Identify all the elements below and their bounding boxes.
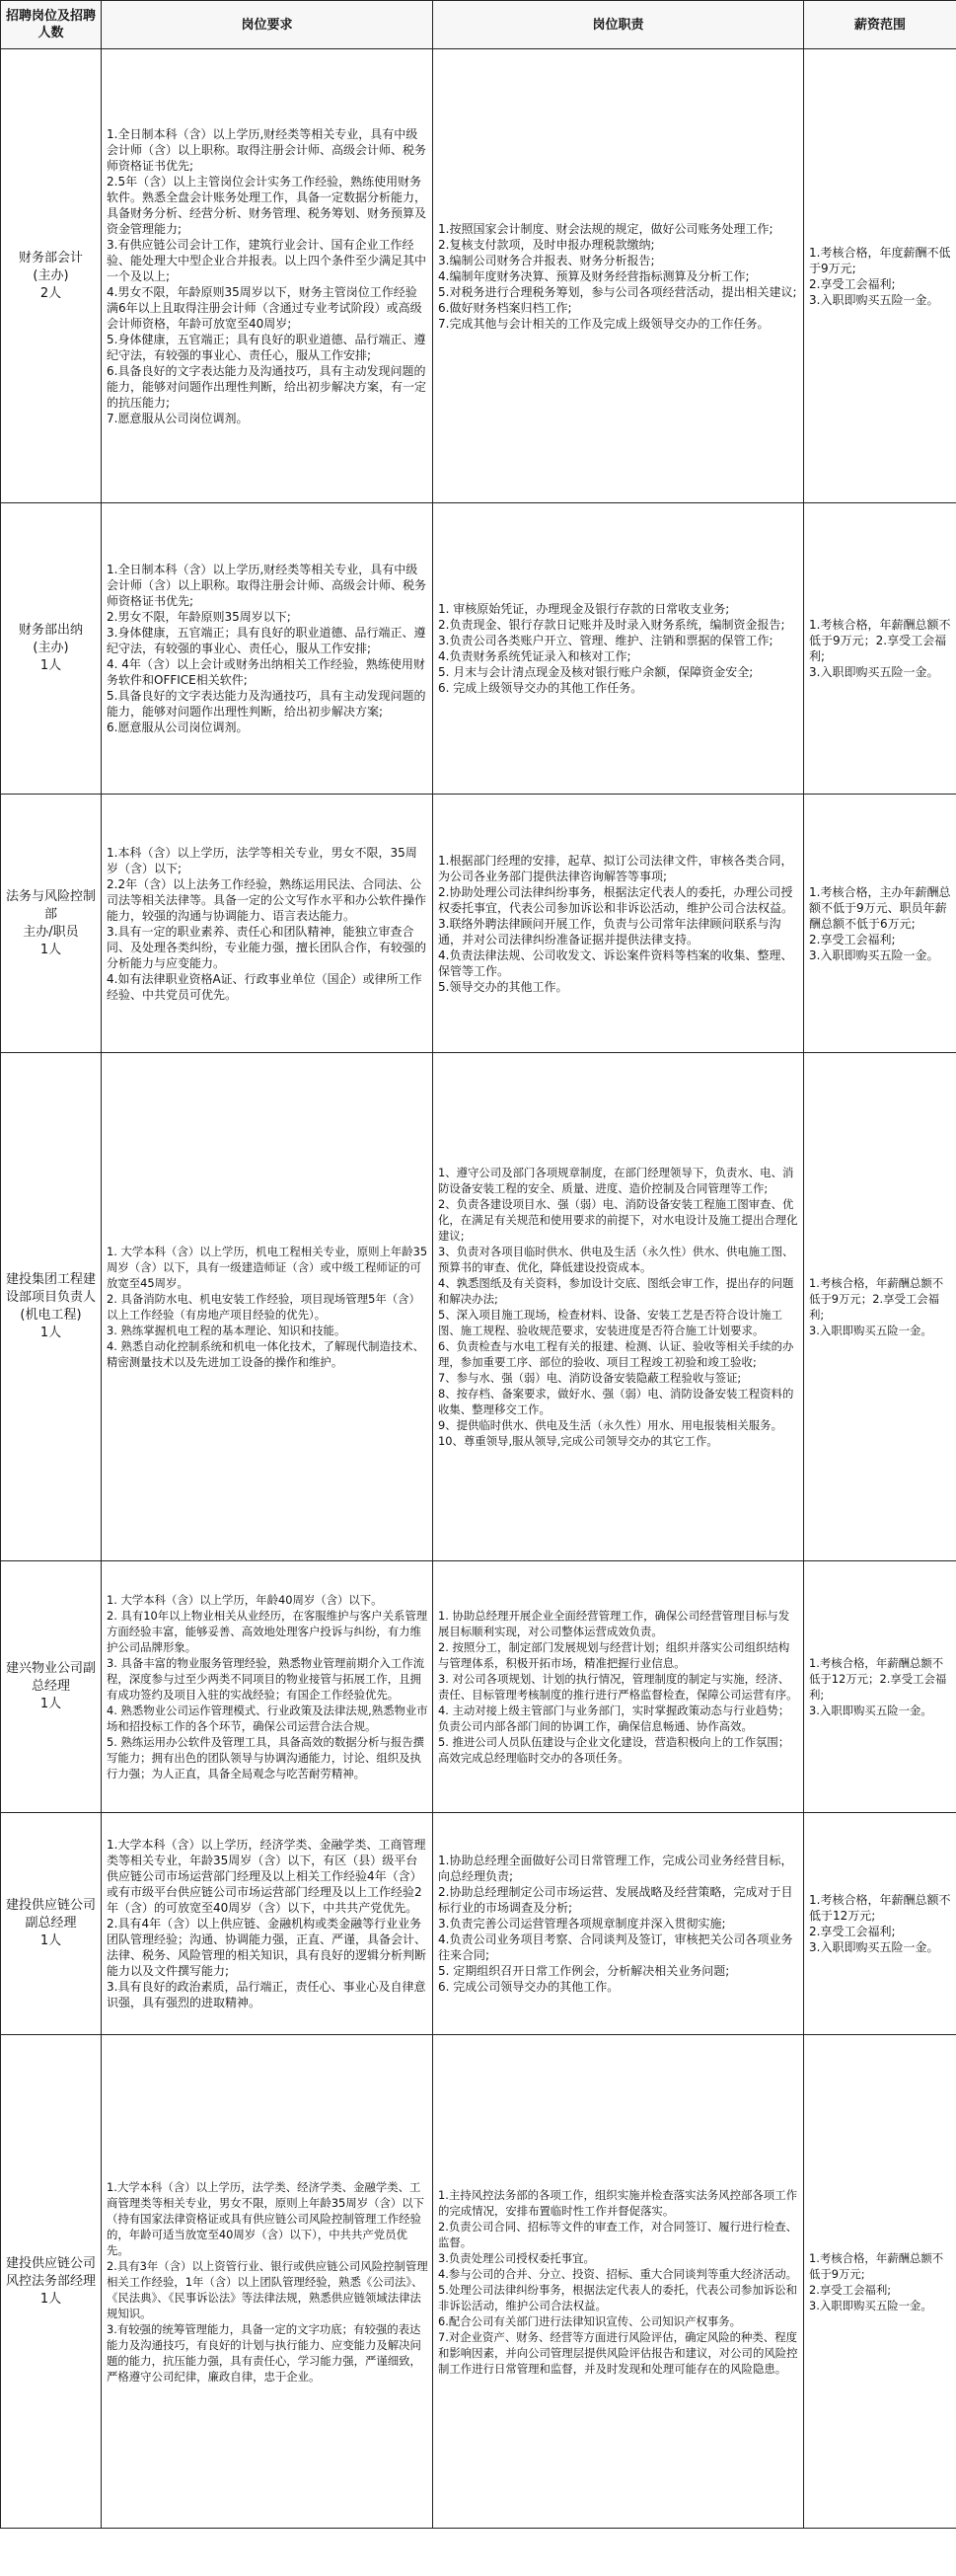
duties-cell [433, 1813, 804, 2035]
position-cell-line: 副总经理 [25, 1916, 77, 1931]
salary-cell-line: 1.考核合格，年薪酬总额不低于9万元; [809, 2250, 944, 2281]
header-salary: 薪资范围 [804, 1, 956, 49]
duties-cell-line: 2.负责公司合同、招标等文件的审查工作，对合同签订、履行进行检查、监督。 [438, 2219, 797, 2249]
position-cell-line: (主办) [33, 267, 69, 283]
requirements-cell-line: 4. 熟悉物业公司运作管理模式、行业政策及法律法规,熟悉物业市场和招投标工作的各个环节，确保公司运营合法合规。 [107, 1704, 428, 1733]
requirements-cell-line: 1. 大学本科（含）以上学历，年龄40周岁（含）以下。 [107, 1593, 383, 1607]
duties-cell-line: 4.编制年度财务决算、预算及财务经营指标测算及分析工作; [438, 268, 750, 283]
requirements-cell [102, 1561, 433, 1813]
position-cell-line: 1人 [39, 2291, 62, 2307]
table-row [1, 1813, 956, 2035]
position-cell-line: 1人 [39, 942, 62, 957]
requirements-cell-line: 4. 4年（含）以上会计或财务出纳相关工作经验，熟练使用财务软件和OFFICE相关软件; [107, 657, 425, 687]
duties-cell-line: 10、尊重领导,服从领导,完成公司领导交办的其它工作。 [438, 1434, 718, 1448]
duties-cell-line: 4.负责财务系统凭证录入和核对工作; [438, 649, 631, 663]
requirements-cell [102, 1813, 433, 2035]
duties-cell [433, 795, 804, 1053]
duties-cell-line: 6. 完成公司领导交办的其他工作。 [438, 1980, 620, 1994]
salary-cell [804, 1813, 956, 2035]
salary-cell-line: 1.考核合格，年薪酬总额不低于9万元；2.享受工会福利; [809, 1276, 944, 1322]
duties-cell-line: 3.负责公司各类账户开立、管理、维护、注销和票据的保管工作; [438, 634, 773, 647]
requirements-cell-line: 1.大学本科（含）以上学历，经济学类、金融学类、工商管理类等相关专业，年龄35周岁（含）以下，有区（县）级平台供应链公司市场运营部门经理及以上相关工作经验4年（含）或有市级平台供应链公司市场运营部门经理及以上工作经验2年（含）的可放宽至40周岁（含）以下，中共共产党优先。 [107, 1838, 426, 1915]
requirements-cell [102, 795, 433, 1053]
requirements-cell-line: 1.本科（含）以上学历，法学等相关专业，男女不限，35周岁（含）以下; [107, 845, 417, 875]
table-row [1, 1053, 956, 1561]
table-header-row [1, 1, 956, 49]
position-cell-line: 建投供应链公司 [5, 1898, 96, 1913]
requirements-cell-line: 3.具有良好的政治素质，品行端正，责任心、事业心及自律意识强，具有强烈的进取精神。 [107, 1980, 426, 2009]
header-requirements: 岗位要求 [102, 1, 433, 49]
salary-cell-line: 3.入职即购买五险一金。 [809, 947, 939, 962]
duties-cell-line: 5. 定期组织召开日常工作例会，分析解决相关业务问题; [438, 1964, 730, 1978]
duties-cell-line: 2、负责各建设项目水、强（弱）电、消防设备安装工程施工图审查、优化，在满足有关规范和使用要求的前提下，对水电设计及施工提出合理化建议; [438, 1197, 798, 1243]
position-cell [1, 2035, 102, 2529]
duties-cell-line: 4. 主动对接上级主管部门与业务部门，实时掌握政策动态与行业趋势；负责公司内部各部门间的协调工作，确保信息畅通、协作高效。 [438, 1704, 790, 1733]
header-position: 招聘岗位及招聘人数 [1, 1, 102, 49]
duties-cell-line: 6. 完成上级领导交办的其他工作任务。 [438, 681, 643, 695]
position-cell-line: 1人 [39, 658, 62, 673]
duties-cell-line: 7.对企业资产、财务、经营等方面进行风险评估，确定风险的种类、程度和影响因素，并向公司管理层提供风险评估报告和建议，对公司的风险控制工作进行日常管理和监督，并及时发现和处理可能存在的风险隐患。 [438, 2329, 798, 2376]
duties-cell-line: 6.做好财务档案归档工作; [438, 300, 572, 315]
salary-cell-line: 2.享受工会福利; [809, 1925, 896, 1938]
requirements-cell-line: 2.5年（含）以上主管岗位会计实务工作经验，熟练使用财务软件。熟悉全盘会计账务处理工作，具备一定数据分析能力，具备财务分析、经营分析、财务管理、税务筹划、财务预算及资金管理能力; [107, 174, 427, 236]
duties-cell-line: 2. 按照分工，制定部门发展规划与经营计划；组织并落实公司组织结构与管理体系，积极开拓市场，精准把握行业信息。 [438, 1640, 790, 1670]
duties-cell-line: 3.负责处理公司授权委托事宜。 [438, 2250, 595, 2265]
salary-cell [804, 49, 956, 503]
table-row [1, 795, 956, 1053]
salary-cell-line: 1.考核合格，年薪酬总额不低于12万元; [809, 1893, 951, 1923]
requirements-cell-line: 4. 熟悉自动化控制系统和机电一体化技术，了解现代制造技术、精密测量技术以及先进加工设备的操作和维护。 [107, 1339, 425, 1369]
duties-cell-line: 1、遵守公司及部门各项规章制度，在部门经理领导下，负责水、电、消防设备安装工程的安全、质量、进度、造价控制及合同管理等工作; [438, 1166, 794, 1195]
salary-cell-line: 3.入职即购买五险一金。 [809, 1324, 932, 1337]
position-cell-line: 建投集团工程建设部项目负责人 [5, 1272, 96, 1305]
duties-cell-line: 4.负责公司业务项目考察、合同谈判及签订，审核把关公司各项业务往来合同; [438, 1932, 793, 1962]
position-cell [1, 795, 102, 1053]
duties-cell-line: 2.协助处理公司法律纠纷事务，根据法定代表人的委托，办理公司授权委托事宜，代表公司参加诉讼和非诉讼活动，维护公司合法权益。 [438, 884, 794, 915]
header-duties: 岗位职责 [433, 1, 804, 49]
position-cell-line: 建投供应链公司风控法务部经理 [5, 2255, 96, 2289]
salary-cell [804, 1561, 956, 1813]
table-row [1, 1561, 956, 1813]
position-cell-line: 财务部出纳 [18, 623, 83, 638]
position-cell-line: 1人 [39, 1933, 62, 1948]
position-cell-line: 2人 [39, 285, 62, 301]
position-cell-line: 主办/职员 [23, 924, 79, 940]
duties-cell-line: 2.复核支付款项，及时申报办理税款缴纳; [438, 237, 655, 252]
salary-cell-line: 2.享受工会福利; [809, 276, 896, 291]
requirements-cell-line: 7.愿意服从公司岗位调剂。 [107, 411, 249, 425]
requirements-cell-line: 4.男女不限，年龄原则35周岁以下，财务主管岗位工作经验满6年以上且取得注册会计师（含通过专业考试阶段）或高级会计师资格，年龄可放宽至40周岁; [107, 284, 422, 331]
duties-cell-line: 4.参与公司的合并、分立、投资、招标、重大合同谈判等重大经济活动。 [438, 2266, 797, 2281]
position-cell [1, 1561, 102, 1813]
duties-cell-line: 5.处理公司法律纠纷事务，根据法定代表人的委托，代表公司参加诉讼和非诉讼活动，维护公司合法权益。 [438, 2282, 797, 2312]
duties-cell [433, 503, 804, 795]
requirements-cell [102, 2035, 433, 2529]
position-cell-line: 建兴物业公司副总经理 [5, 1661, 96, 1694]
duties-cell [433, 1053, 804, 1561]
duties-cell-line: 3.编制公司财务合并报表、财务分析报告; [438, 253, 655, 267]
requirements-cell-line: 6.具备良好的文字表达能力及沟通技巧，具有主动发现问题的能力，能够对问题作出理性判断，给出初步解决方案，有一定的抗压能力; [107, 363, 427, 410]
position-cell-line: 法务与风险控制部 [5, 888, 96, 922]
requirements-cell-line: 3.有供应链公司会计工作，建筑行业会计、国有企业工作经验、能处理大中型企业合并报表。以上四个条件至少满足其中一个及以上; [107, 237, 427, 283]
duties-cell-line: 4.负责法律法规、公司收发文、诉讼案件资料等档案的收集、整理、保管等工作。 [438, 947, 793, 978]
duties-cell-line: 3.联络外聘法律顾问开展工作，负责与公司常年法律顾问联系与沟通，并对公司法律纠纷准备证据并提供法律支持。 [438, 916, 781, 947]
position-cell-line: 财务部会计 [18, 250, 83, 265]
duties-cell-line: 1.根据部门经理的安排，起草、拟订公司法律文件，审核各类合同，为公司各业务部门提供法律咨询解答等事项; [438, 853, 793, 883]
requirements-cell-line: 1.全日制本科（含）以上学历,财经类等相关专业，具有中级会计师（含）以上职称。取得注册会计师、高级会计师、税务师资格证书优先; [107, 563, 427, 608]
duties-cell-line: 5、深入项目施工现场，检查材料、设备、安装工艺是否符合设计施工图、施工规程、验收规范要求，安装进度是否符合施工计划要求。 [438, 1308, 782, 1337]
table-row [1, 503, 956, 795]
duties-cell-line: 5. 月末与会计清点现金及核对银行账户余额，保障资金安全; [438, 665, 754, 679]
salary-cell-line: 3.入职即购买五险一金。 [809, 665, 939, 679]
requirements-cell-line: 4.如有法律职业资格A证、行政事业单位（国企）或律所工作经验、中共党员可优先。 [107, 971, 422, 1002]
duties-cell-line: 7.完成其他与会计相关的工作及完成上级领导交办的工作任务。 [438, 316, 770, 331]
requirements-cell-line: 1.全日制本科（含）以上学历,财经类等相关专业，具有中级会计师（含）以上职称。取得注册会计师、高级会计师、税务师资格证书优先; [107, 126, 427, 173]
table-body [1, 49, 956, 2529]
duties-cell-line: 7、参与水、强（弱）电、消防设备安装隐蔽工程验收与签证; [438, 1371, 742, 1385]
duties-cell-line: 5.领导交办的其他工作。 [438, 979, 568, 994]
requirements-cell-line: 5.具备良好的文字表达能力及沟通技巧，具有主动发现问题的能力，能够对问题作出理性判断，给出初步解决方案; [107, 689, 426, 719]
duties-cell-line: 8、按存档、备案要求，做好水、强（弱）电、消防设备安装工程资料的收集、整理移交工作。 [438, 1387, 794, 1416]
position-cell-line: 1人 [39, 1697, 62, 1711]
requirements-cell [102, 1053, 433, 1561]
requirements-cell [102, 49, 433, 503]
requirements-cell-line: 1.大学本科（含）以上学历，法学类、经济学类、金融学类、工商管理类等相关专业，男女不限，原则上年龄35周岁（含）以下（持有国家法律资格证或具有供应链公司风险控制管理工作经验的，年龄可适当放宽至40周岁（含）以下），中共共产党员优先。 [107, 2179, 425, 2257]
position-cell [1, 49, 102, 503]
duties-cell-line: 3.负责完善公司运营管理各项规章制度并深入贯彻实施; [438, 1917, 726, 1931]
duties-cell-line: 1.主持风控法务部的各项工作，组织实施并检查落实法务风控部各项工作的完成情况，安排布置临时性工作并督促落实。 [438, 2187, 797, 2218]
duties-cell [433, 49, 804, 503]
requirements-cell-line: 5.身体健康，五官端正；具有良好的职业道德、品行端正、遵纪守法，有较强的事业心、责任心，服从工作安排; [107, 332, 426, 362]
requirements-cell-line: 3.有较强的统筹管理能力，具备一定的文字功底；有较强的表达能力及沟通技巧，有良好的计划与执行能力、应变能力及解决问题的能力，抗压能力强，具有责任心，学习能力强，严谨细致，严格遵守公司纪律，廉政自律，忠于企业。 [107, 2321, 421, 2384]
salary-cell-line: 1.考核合格，年度薪酬不低于9万元; [809, 245, 951, 275]
requirements-cell-line: 6.愿意服从公司岗位调剂。 [107, 720, 249, 734]
position-cell-line: (机电工程) [20, 1308, 82, 1323]
salary-cell-line: 1.考核合格，主办年薪酬总额不低于9万元、职员年薪酬总额不低于6万元; [809, 884, 951, 931]
requirements-cell-line: 3. 具备丰富的物业服务管理经验，熟悉物业管理前期介入工作流程，深度参与过至少两类不同项目的物业接管与拓展工作，且拥有成功签约及项目入驻的实战经验；有国企工作经验优先。 [107, 1656, 425, 1702]
salary-cell-line: 2.享受工会福利; [809, 932, 896, 947]
requirements-cell-line: 2.具有3年（含）以上资管行业、银行或供应链公司风险控制管理相关工作经验，1年（含）以上团队管理经验，熟悉《公司法》、《民法典》、《民事诉讼法》等法律法规，熟悉供应链领域法律法规知识。 [107, 2258, 428, 2320]
salary-cell [804, 1053, 956, 1561]
salary-cell-line: 3.入职即购买五险一金。 [809, 1704, 932, 1717]
duties-cell-line: 3、负责对各项目临时供水、供电及生活（永久性）供水、供电施工图、预算书的审查、优化，降低建设投资成本。 [438, 1245, 794, 1274]
salary-cell-line: 2.享受工会福利; [809, 2282, 892, 2297]
table-row [1, 2035, 956, 2529]
duties-cell-line: 1. 协助总经理开展企业全面经营管理工作，确保公司经营管理目标与发展目标顺利实现，对公司整体运营成效负责。 [438, 1609, 790, 1638]
position-cell-line: (主办) [33, 641, 69, 655]
requirements-cell-line: 2.男女不限，年龄原则35周岁以下; [107, 610, 291, 624]
duties-cell-line: 5.对税务进行合理税务筹划，参与公司各项经营活动，提出相关建议; [438, 284, 797, 299]
duties-cell-line: 9、提供临时供水、供电及生活（永久性）用水、用电报装相关服务。 [438, 1418, 782, 1432]
salary-cell [804, 795, 956, 1053]
duties-cell-line: 3. 对公司各项规划、计划的执行情况，管理制度的制定与实施，经济、责任、目标管理考核制度的推行进行严格监督检查，保障公司运营有序。 [438, 1672, 798, 1702]
duties-cell-line: 1.按照国家会计制度、财会法规的规定，做好公司账务处理工作; [438, 221, 773, 236]
requirements-cell-line: 2.2年（含）以上法务工作经验，熟练运用民法、合同法、公司法等相关法律等。具备一定的公文写作水平和办公软件操作能力，较强的沟通与协调能力、语言表达能力。 [107, 876, 427, 923]
salary-cell-line: 1.考核合格，年薪酬总额不低于12万元；2.享受工会福利; [809, 1656, 947, 1702]
requirements-cell-line: 1. 大学本科（含）以上学历，机电工程相关专业，原则上年龄35周岁（含）以下，具有一级建造师证（含）或中级工程师证的可放宽至45周岁。 [107, 1245, 428, 1290]
requirements-cell-line: 3.具有一定的职业素养、责任心和团队精神，能独立审查合同、及处理各类纠纷，专业能力强，擅长团队合作，有较强的分析能力与应变能力。 [107, 924, 427, 970]
position-cell [1, 1053, 102, 1561]
duties-cell-line: 2.负责现金、银行存款日记账并及时录入财务系统，编制资金报告; [438, 618, 785, 632]
salary-cell-line: 3.入职即购买五险一金。 [809, 1940, 939, 1954]
requirements-cell-line: 2.具有4年（含）以上供应链、金融机构或类金融等行业业务团队管理经验；沟通、协调能力强，正直、严谨，具备会计、法律、税务、风险管理的相关知识，具有良好的逻辑分析判断能力以及文件撰写能力; [107, 1917, 427, 1978]
salary-cell [804, 503, 956, 795]
salary-cell-line: 3.入职即购买五险一金。 [809, 292, 939, 307]
requirements-cell-line: 2. 具有10年以上物业相关从业经历，在客服维护与客户关系管理方面经验丰富，能够妥善、高效地处理客户投诉与纠纷，有力维护公司品牌形象。 [107, 1609, 428, 1654]
duties-cell [433, 1561, 804, 1813]
requirements-cell-line: 5. 熟练运用办公软件及管理工具，具备高效的数据分析与报告撰写能力；拥有出色的团队领导与协调沟通能力，讨论、组织及执行力强；为人正直，具备全局观念与吃苦耐劳精神。 [107, 1735, 425, 1780]
duties-cell-line: 5. 推进公司人员队伍建设与企业文化建设，营造积极向上的工作氛围；高效完成总经理临时交办的各项任务。 [438, 1735, 790, 1765]
table-row [1, 49, 956, 503]
requirements-cell [102, 503, 433, 795]
salary-cell-line: 1.考核合格，年薪酬总额不低于9万元；2.享受工会福利; [809, 618, 951, 663]
requirements-cell-line: 3. 熟练掌握机电工程的基本理论、知识和技能。 [107, 1324, 346, 1337]
duties-cell-line: 1. 审核原始凭证，办理现金及银行存款的日常收支业务; [438, 602, 730, 616]
requirements-cell-line: 3.身体健康，五官端正；具有良好的职业道德、品行端正、遵纪守法，有较强的事业心、责任心，服从工作安排; [107, 626, 426, 655]
duties-cell-line: 2.协助总经理制定公司市场运营、发展战略及经营策略，完成对于目标行业的市场调查及分析; [438, 1885, 793, 1915]
salary-cell-line: 3.入职即购买五险一金。 [809, 2298, 932, 2312]
position-cell-line: 1人 [39, 1326, 62, 1340]
duties-cell-line: 6.配合公司有关部门进行法律知识宣传、公司知识产权事务。 [438, 2313, 742, 2328]
duties-cell-line: 1.协助总经理全面做好公司日常管理工作，完成公司业务经营目标，向总经理负责; [438, 1854, 793, 1883]
requirements-cell-line: 2. 具备消防水电、机电安装工作经验，项目现场管理5年（含）以上工作经验（有房地产项目经验的优先）。 [107, 1292, 420, 1322]
position-cell [1, 1813, 102, 2035]
duties-cell [433, 2035, 804, 2529]
position-cell [1, 503, 102, 795]
salary-cell [804, 2035, 956, 2529]
duties-cell-line: 6、负责检查与水电工程有关的报建、检测、认证、验收等相关手续的办理，参加重要工序、部位的验收、项目工程竣工初验和竣工验收; [438, 1339, 794, 1369]
duties-cell-line: 4、孰悉图纸及有关资料，参加设计交底、图纸会审工作，提出存的问题和解决办法; [438, 1276, 794, 1306]
